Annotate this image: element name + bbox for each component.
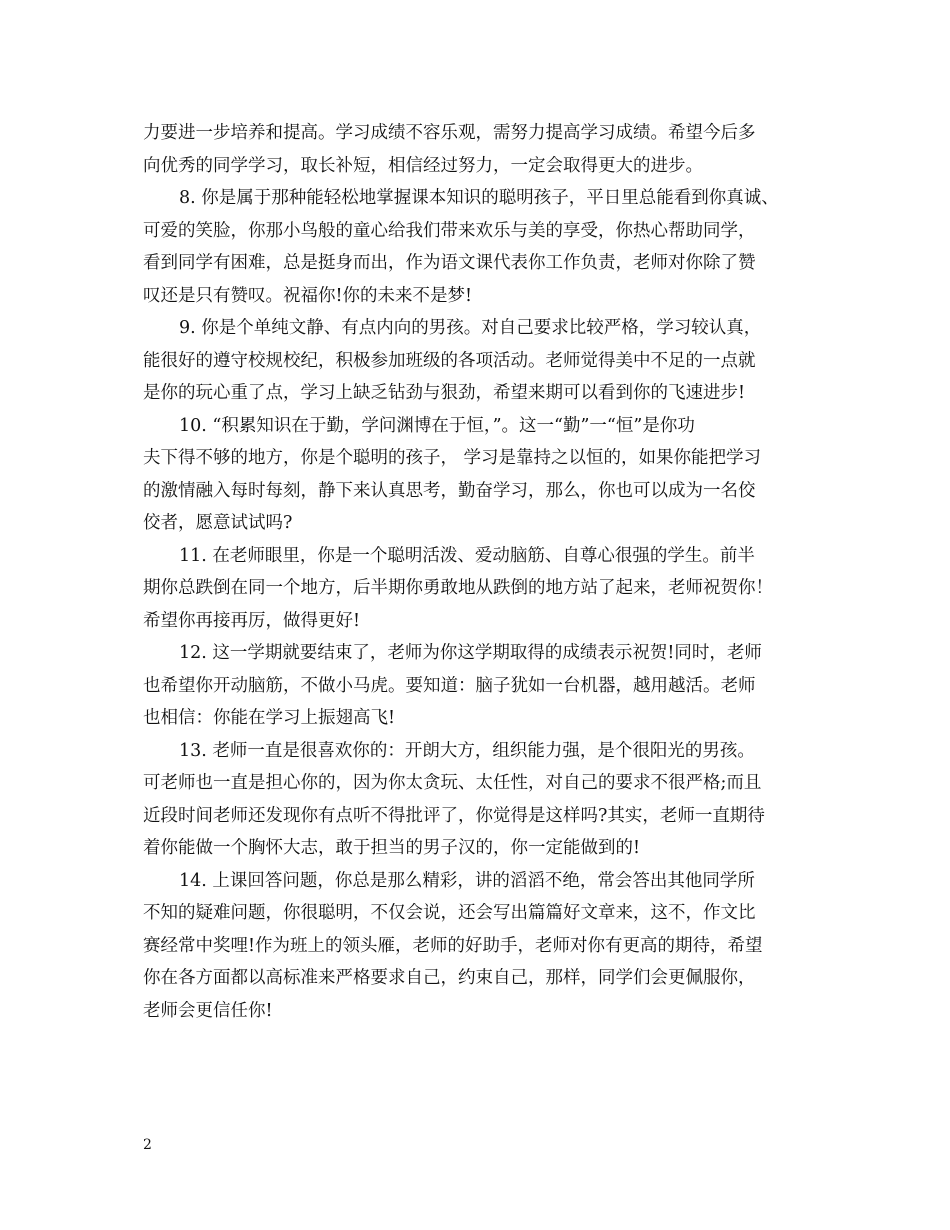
text-line: 可老师也一直是担心你的，因为你太贪玩、太任性，对自己的要求不很严格;而且	[143, 773, 762, 793]
text-line: 11. 在老师眼里，你是一个聪明活泼、爱动脑筋、自尊心很强的学生。前半	[179, 545, 755, 566]
text-line: 13. 老师一直是很喜欢你的：开朗大方，组织能力强，是个很阳光的男孩。	[179, 740, 755, 761]
text-line: 8. 你是属于那种能轻松地掌握课本知识的聪明孩子，平日里总能看到你真诚、	[179, 188, 779, 208]
text-line: 赛经常中奖哩!作为班上的领头雁，老师的好助手，老师对你有更高的期待，希望	[143, 935, 763, 956]
text-line: 你在各方面都以高标准来严格要求自己，约束自己，那样，同学们会更佩服你，	[143, 968, 756, 988]
text-line: 力要进一步培养和提高。学习成绩不容乐观，需努力提高学习成绩。希望今后多	[143, 123, 756, 143]
text-line: 期你总跌倒在同一个地方，后半期你勇敢地从跌倒的地方站了起来，老师祝贺你！	[143, 578, 773, 598]
text-line: 佼者，愿意试试吗?	[143, 513, 293, 533]
text-line: 近段时间老师还发现你有点听不得批评了，你觉得是这样吗?其实，老师一直期待	[143, 805, 765, 826]
text-line: 老师会更信任你!	[143, 1000, 273, 1021]
text-line: 不知的疑难问题，你很聪明，不仅会说，还会写出篇篇好文章来，这不，作文比	[143, 903, 756, 923]
text-line: 10. “积累知识在于勤，学问渊博在于恒，”。这一“勤”一“恒”是你功	[179, 415, 695, 436]
text-line: 14. 上课回答问题，你总是那么精彩，讲的滔滔不绝，常会答出其他同学所	[179, 870, 755, 891]
page-number: 2	[143, 1137, 152, 1153]
text-line: 12. 这一学期就要结束了，老师为你这学期取得的成绩表示祝贺!同时，老师	[179, 643, 762, 663]
text-line: 看到同学有困难，总是挺身而出，作为语文课代表你工作负责，老师对你除了赞	[143, 253, 756, 273]
text-line: 能很好的遵守校规校纪，积极参加班级的各项活动。老师觉得美中不足的一点就	[143, 350, 756, 371]
text-line: 也相信：你能在学习上振翅高飞!	[143, 708, 396, 728]
document-body	[143, 117, 823, 1027]
text-line: 向优秀的同学学习，取长补短，相信经过努力，一定会取得更大的进步。	[143, 155, 703, 176]
text-line: 夫下得不够的地方，你是个聪明的孩子， 学习是靠持之以恒的，如果你能把学习	[143, 448, 762, 468]
text-line: 叹还是只有赞叹。祝福你!你的未来不是梦!	[143, 285, 473, 306]
text-line: 可爱的笑脸，你那小鸟般的童心给我们带来欢乐与美的享受，你热心帮助同学，	[143, 220, 756, 241]
text-line: 是你的玩心重了点，学习上缺乏钻劲与狠劲，希望来期可以看到你的飞速进步!	[143, 383, 746, 403]
text-line: 也希望你开动脑筋，不做小马虎。要知道：脑子犹如一台机器，越用越活。老师	[143, 675, 756, 696]
text-line: 9. 你是个单纯文静、有点内向的男孩。对自己要求比较严格，学习较认真，	[179, 318, 762, 338]
text-line: 希望你再接再厉，做得更好!	[143, 610, 361, 631]
text-line: 的激情融入每时每刻，静下来认真思考，勤奋学习，那么，你也可以成为一名佼	[143, 480, 756, 501]
text-line: 着你能做一个胸怀大志，敢于担当的男子汉的，你一定能做到的!	[143, 838, 641, 858]
